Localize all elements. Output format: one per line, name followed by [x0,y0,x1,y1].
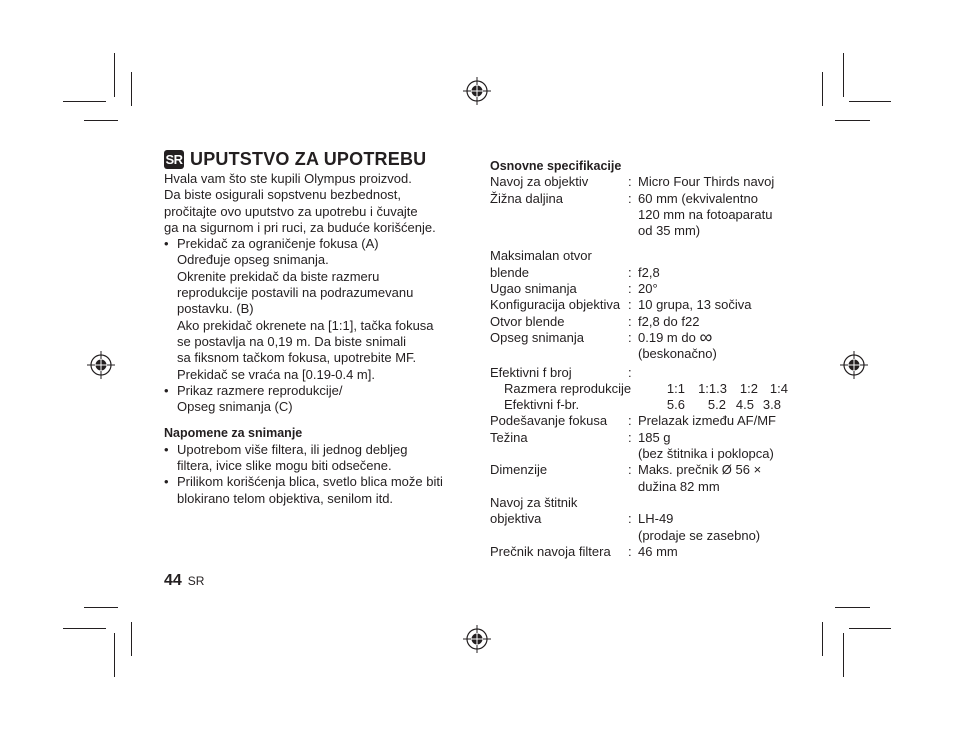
spec-value-line: 20° [638,281,658,297]
spec-value-line: (beskonačno) [638,346,717,362]
bullet-line: blokirano telom objektiva, senilom itd. [177,490,394,506]
bullet-line: Prekidač se vraća na [0.19-0.4 m]. [177,366,375,382]
spec-label: Dimenzije [490,462,548,478]
spec-sep: : [628,281,632,297]
spec-value-line: Prelazak između AF/MF [638,413,776,429]
page-language: SR [187,574,205,588]
bullet-line: Opseg snimanja (C) [177,399,293,415]
spec-value [638,462,790,495]
spec-value [638,191,790,240]
spec-value-line: 60 mm (ekvivalentno [638,190,758,206]
spec-row [490,191,790,240]
spec-value-line [638,326,790,347]
section-heading [164,150,474,169]
spec-value-line: dužina 82 mm [638,478,720,494]
crop-mark [63,101,106,102]
spec-label: Prečnik navoja filtera [490,543,611,559]
spec-sep: : [628,543,632,559]
page-number: 44 [164,572,182,589]
intro-line: pročitajte ovo uputstvo za upotrebu i čuvajte [164,203,418,219]
crop-mark [849,101,891,102]
spec-value-line: LH-49 [638,511,674,527]
crop-mark [843,633,844,677]
bullet-line: postavku. (B) [177,301,254,317]
bullet-reproduction-display [164,383,474,416]
bullet-line: Prilikom korišćenja blica, svetlo blica može biti [177,474,443,490]
spec-label: blende [490,264,530,280]
spec-sep: : [628,462,632,478]
registration-mark-icon [463,77,491,105]
effective-f-value: 5.6 [666,397,685,413]
crop-mark [63,628,106,629]
spec-sep: : [628,329,632,345]
spec-value [638,314,790,330]
spec-row [490,495,790,511]
bullet-line: se postavlja na 0,19 m. Da biste snimali [177,333,407,349]
reproduction-ratio-row [490,381,790,397]
registration-mark-icon [463,625,491,653]
spec-row [490,248,790,264]
spec-value [638,174,790,190]
spec-label: Navoj za štitnik [490,494,578,510]
spec-label: Podešavanje fokusa [490,413,608,429]
bullet-line: Prekidač za ograničenje fokusa (A) [177,236,379,252]
note-flash [164,474,474,507]
spec-sep: : [628,429,632,445]
spec-label: Konfiguracija objektiva [490,297,621,313]
spec-value [638,430,790,463]
spec-label: Navoj za objektiv [490,174,589,190]
spec-value-line: f2,8 [638,264,660,280]
bullet-line: Upotrebom više filtera, ili jednog debljeg [177,441,408,457]
bullet-line: sa fiksnom tačkom fokusa, upotrebite MF. [177,350,417,366]
crop-mark [84,120,118,121]
bullet-focus-limit [164,236,474,383]
effective-f-label: Efektivni f-br. [504,397,580,413]
spec-row [490,297,790,313]
spec-sep: : [628,413,632,429]
effective-f-value: 4.5 [735,397,754,413]
spec-row [490,413,790,429]
spec-label: Maksimalan otvor [490,248,592,264]
bullet-line: reprodukcije postavili na podrazumevanu [177,285,414,301]
spec-value-line: od 35 mm) [638,223,701,239]
bullet-line: Okrenite prekidač da biste razmeru [177,268,380,284]
spec-sep: : [628,313,632,329]
spec-value [638,544,790,560]
spec-sep: : [628,190,632,206]
spec-sep: : [628,511,632,527]
intro-paragraph [164,171,474,236]
registration-mark-icon [840,351,868,379]
effective-f-value: 5.2 [707,397,726,413]
spec-row [490,174,790,190]
crop-mark [822,72,823,106]
effective-f-row [490,397,790,413]
spec-value-line: 185 g [638,429,671,445]
spec-label: Efektivni f broj [490,364,572,380]
note-filters [164,442,474,475]
bullet-dot: • [164,382,169,398]
spec-value [638,281,790,297]
ratio-value: 1:2 [739,380,758,396]
bullet-line: filtera, ivice slike mogu biti odsečene. [177,458,392,474]
crop-mark [131,72,132,106]
bullet-line: Ako prekidač okrenete na [1:1], tačka fokusa [177,317,434,333]
spec-row [490,265,790,281]
spec-row [490,462,790,495]
crop-mark [114,633,115,677]
spec-label: Otvor blende [490,313,565,329]
spec-label: Žižna daljina [490,190,563,206]
specifications-column [490,158,790,560]
ratio-value: 1:1 [666,380,685,396]
spec-label: Ugao snimanja [490,281,577,297]
notes-heading: Napomene za snimanje [164,426,303,441]
spec-row [490,326,790,363]
spec-value-line: (bez štitnika i poklopca) [638,446,774,462]
intro-line: ga na sigurnom i pri ruci, za buduće korišćenje. [164,219,436,235]
ratio-label: Razmera reprodukcije [504,380,632,396]
spec-label: Težina [490,429,528,445]
spec-value [638,511,790,544]
spec-row [490,430,790,463]
crop-mark [822,622,823,656]
spec-sep: : [628,174,632,190]
ratio-value: 1:4 [769,380,788,396]
registration-mark-icon [87,351,115,379]
crop-mark [843,53,844,97]
crop-mark [849,628,891,629]
spec-value-line: 46 mm [638,543,678,559]
spec-value-line: 10 grupa, 13 sočiva [638,297,752,313]
spec-value-line: f2,8 do f22 [638,313,700,329]
spec-value-text: 0.19 m do [638,329,696,345]
intro-line: Da biste osigurali sopstvenu bezbednost, [164,187,402,203]
spec-label: objektiva [490,511,542,527]
spec-label: Opseg snimanja [490,329,584,345]
spec-value [638,265,790,281]
bullet-dot: • [164,236,169,252]
crop-mark [114,53,115,97]
infinity-symbol: ∞ [699,326,713,347]
page-title: UPUTSTVO ZA UPOTREBU [190,149,427,170]
spec-sep: : [628,364,632,380]
spec-value-line: Micro Four Thirds navoj [638,174,775,190]
bullet-line: Prikaz razmere reprodukcije/ [177,382,343,398]
crop-mark [131,622,132,656]
bullet-dot: • [164,441,169,457]
bullet-dot: • [164,474,169,490]
ratio-value: 1:1.3 [698,380,727,396]
instructions-column [164,150,474,507]
spec-row [490,281,790,297]
spec-value [638,413,790,429]
spec-value-line: 120 mm na fotoaparatu [638,206,773,222]
spec-row [490,511,790,544]
spec-value [638,297,790,313]
spec-row [490,544,790,560]
language-badge: SR [165,152,183,167]
crop-mark [835,607,870,608]
spec-row [490,365,790,381]
intro-line: Hvala vam što ste kupili Olympus proizvod. [164,171,412,186]
page-footer [164,572,204,590]
crop-mark [835,120,870,121]
spec-row [490,314,790,330]
effective-f-value: 3.8 [762,397,781,413]
spec-sep: : [628,264,632,280]
spec-sep: : [628,297,632,313]
bullet-line: Određuje opseg snimanja. [177,252,329,268]
spec-value-line: (prodaje se zasebno) [638,527,761,543]
spec-value-line: Maks. prečnik Ø 56 × [638,462,762,478]
crop-mark [84,607,118,608]
spec-value [638,326,790,363]
specs-heading: Osnovne specifikacije [490,159,622,173]
